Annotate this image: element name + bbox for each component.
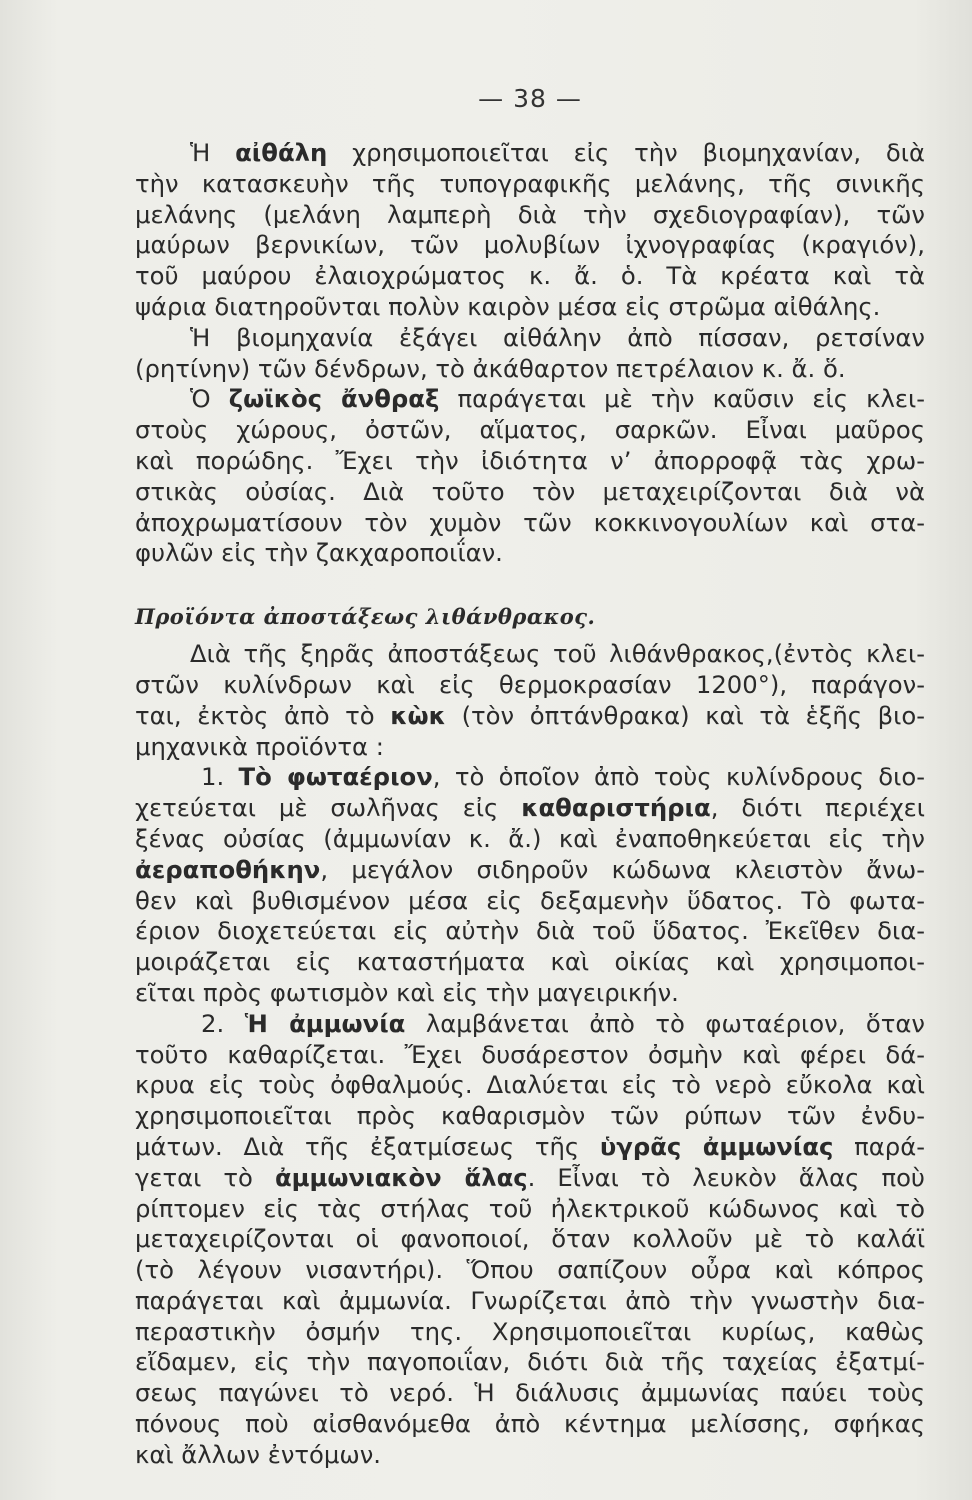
text-line <box>135 1347 925 1378</box>
text-run: εῖται πρὸς φωτισμὸν καὶ εἰς τὴν μαγειρικήν. <box>135 977 679 1007</box>
text-run: μάτων. Διὰ τῆς ἐξατμίσεως τῆς <box>135 1131 600 1161</box>
text-line <box>135 538 925 569</box>
text-run: στοὺς χώρους, ὀστῶν, αἵματος, σαρκῶν. Εἶναι μαῦρος <box>135 415 925 445</box>
text-run: γεται τὸ <box>135 1162 275 1192</box>
text-run: Ἡ βιομηχανία ἐξάγει αἰθάλην ἀπὸ πίσσαν, ρετσίναν <box>190 322 925 352</box>
text-line <box>135 1317 925 1348</box>
bold-term: αἰθάλη <box>235 138 328 167</box>
page-number: — 38 — <box>478 84 582 113</box>
text-run: στῶν κυλίνδρων καὶ εἰς θερμοκρασίαν 1200°), παράγον- <box>135 669 925 699</box>
bold-term: ὑγρᾶς ἀμμωνίας <box>599 1131 834 1161</box>
paragraph-fotaerion <box>135 762 925 1008</box>
text-line <box>135 292 925 323</box>
text-line <box>135 947 925 978</box>
text-run: χετεύεται μὲ σωλῆνας εἰς <box>135 793 522 823</box>
section-heading: Προϊόντα ἀποστάξεως λιθάνθρακος. <box>135 604 596 630</box>
text-run: (ρητίνην) τῶν δένδρων, τὸ ἀκάθαρτον πετρέλαιον κ. ἄ. ὅ. <box>135 353 846 383</box>
text-line <box>135 701 925 732</box>
text-run: μεταχειρίζονται οἱ φανοποιοί, ὅταν κολλοῦν μὲ τὸ καλάϊ <box>135 1224 925 1254</box>
text-line <box>135 824 925 855</box>
text-run: περαστικὴν ὀσμήν της. Χρησιμοποιεῖται κυρίως, καθὼς <box>135 1316 925 1346</box>
bold-term: ἀμμωνιακὸν ἅλας <box>274 1162 528 1192</box>
text-run: , τὸ ὁποῖον ἀπὸ τοὺς κυλίνδρους διο- <box>432 762 926 792</box>
text-run: έριον διοχετεύεται εἰς αὐτὴν διὰ τοῦ ὕδατος. Ἐκεῖθεν δια- <box>135 916 925 946</box>
text-line <box>135 323 925 354</box>
text-line <box>135 916 925 947</box>
text-line <box>135 1255 925 1286</box>
text-line <box>135 169 925 200</box>
text-line <box>135 138 925 169</box>
text-line <box>135 762 925 793</box>
text-run: τὴν κατασκευὴν τῆς τυπογραφικῆς μελάνης, τῆς σινικῆς <box>135 168 925 198</box>
text-run: χρησιμοποιεῖται πρὸς καθαρισμὸν τῶν ρύπων τῶν ἐνδυ- <box>135 1101 925 1131</box>
text-line <box>135 1440 925 1471</box>
paragraph-biomichania <box>135 323 925 385</box>
text-line <box>135 1101 925 1132</box>
text-line <box>135 415 925 446</box>
text-run: ἀποχρωματίσουν τὸν χυμὸν τῶν κοκκινογουλίων καὶ στα- <box>135 507 925 537</box>
text-run: κρυα εἰς τοὺς ὀφθαλμούς. Διαλύεται εἰς τὸ νερὸ εὔκολα καὶ <box>135 1070 925 1100</box>
text-line <box>135 1378 925 1409</box>
text-line <box>135 261 925 292</box>
text-run: Ἡ <box>190 138 236 167</box>
text-run: ται, ἐκτὸς ἀπὸ τὸ <box>135 700 391 730</box>
text-run: λαμβάνεται ἀπὸ τὸ φωταέριον, ὅταν <box>405 1008 925 1038</box>
text-line <box>135 1163 925 1194</box>
text-run: ψάρια διατηροῦνται πολὺν καιρὸν μέσα εἰς στρῶμα αἰθάλης. <box>135 291 881 321</box>
text-run: (τὸν ὀπτάνθρακα) καὶ τὰ ἑξῆς βιο- <box>445 700 925 730</box>
text-line <box>135 1224 925 1255</box>
bold-term: ἀεραποθήκην <box>135 854 321 884</box>
text-line <box>135 200 925 231</box>
text-line <box>135 1286 925 1317</box>
paragraph-zoikos-anthrax <box>135 384 925 569</box>
text-line <box>135 732 925 763</box>
bold-term: Ἡ ἀμμωνία <box>244 1008 406 1038</box>
text-run: καὶ πορώδης. Ἔχει τὴν ἰδιότητα ν’ ἀπορροφᾷ τὰς χρω- <box>135 445 925 475</box>
text-line <box>135 1409 925 1440</box>
text-line <box>135 384 925 415</box>
text-line <box>135 1070 925 1101</box>
body-text <box>135 138 925 1471</box>
bold-term: καθαριστήρια <box>521 793 711 823</box>
text-run: Ὁ <box>190 384 229 414</box>
text-run: 2. <box>201 1008 245 1038</box>
text-run: στικὰς οὐσίας. Διὰ τοῦτο τὸν μεταχειρίζονται διὰ νὰ <box>135 476 925 506</box>
text-line <box>135 508 925 539</box>
bold-term: Τὸ φωταέριον <box>238 762 433 792</box>
text-run: ξένας οὐσίας (ἀμμωνίαν κ. ἄ.) καὶ ἐναποθηκεύεται εἰς τὴν <box>135 823 925 853</box>
text-run: εἴδαμεν, εἰς τὴν παγοποιΐαν, διότι διὰ τῆς ταχείας ἐξατμί- <box>135 1347 925 1377</box>
text-run: 1. <box>201 762 239 792</box>
text-run: παράγεται μὲ τὴν καῦσιν εἰς κλει- <box>439 384 925 414</box>
text-run: μελάνης (μελάνη λαμπερὴ διὰ τὴν σχεδιογραφίαν), τῶν <box>135 199 925 229</box>
text-line <box>135 855 925 886</box>
text-line <box>135 446 925 477</box>
text-line <box>135 670 925 701</box>
text-run: μηχανικὰ προϊόντα : <box>135 731 384 761</box>
text-run: χρησιμοποιεῖται εἰς τὴν βιομηχανίαν, διὰ <box>327 138 925 167</box>
text-run: παρά- <box>833 1131 925 1161</box>
text-line <box>135 639 925 670</box>
text-run: φυλῶν εἰς τὴν ζακχαροποιΐαν. <box>135 538 503 568</box>
text-run: καὶ ἄλλων ἐντόμων. <box>135 1439 381 1469</box>
text-run: , διότι περιέχει <box>710 793 925 823</box>
text-run: τοῦτο καθαρίζεται. Ἔχει δυσάρεστον ὀσμὴν καὶ φέρει δά- <box>135 1039 925 1069</box>
paragraph-aithali <box>135 138 925 323</box>
text-run: μαύρων βερνικίων, τῶν μολυβίων ἰχνογραφίας (κραγιόν), <box>135 230 925 260</box>
text-run: (τὸ λέγουν νισαντήρι). Ὅπου σαπίζουν οὖρα καὶ κόπρος <box>135 1255 925 1285</box>
text-line <box>135 793 925 824</box>
text-run: . Εἶναι τὸ λευκὸν ἅλας ποὺ <box>527 1162 925 1192</box>
text-run: τοῦ μαύρου ἐλαιοχρώματος κ. ἄ. ὁ. Τὰ κρέατα καὶ τὰ <box>135 261 925 291</box>
text-run: , μεγάλον σιδηροῦν κώδωνα κλειστὸν ἄνω- <box>320 854 925 884</box>
text-run: Διὰ τῆς ξηρᾶς ἀποστάξεως τοῦ λιθάνθρακος,(ἐντὸς κλει- <box>190 639 925 669</box>
text-run: ρίπτομεν εἰς τὰς στήλας τοῦ ἠλεκτρικοῦ κώδωνος καὶ τὸ <box>135 1193 925 1223</box>
text-run: πόνους ποὺ αἰσθανόμεθα ἀπὸ κέντημα μελίσσης, σφήκας <box>135 1409 925 1439</box>
paragraph-ammonia <box>135 1009 925 1471</box>
text-line <box>135 1040 925 1071</box>
text-line <box>135 230 925 261</box>
paragraph-apostaxi <box>135 639 925 762</box>
text-line <box>135 1132 925 1163</box>
text-line <box>135 1194 925 1225</box>
bold-term: ζωϊκὸς ἄνθραξ <box>228 384 440 414</box>
bold-term: κὼκ <box>390 700 446 730</box>
text-run: σεως παγώνει τὸ νερό. Ἡ διάλυσις ἀμμωνίας παύει τοὺς <box>135 1378 925 1408</box>
text-line <box>135 978 925 1009</box>
text-run: παράγεται καὶ ἀμμωνία. Γνωρίζεται ἀπὸ τὴν γνωστὴν δια- <box>135 1285 925 1315</box>
text-line <box>135 477 925 508</box>
text-run: θεν καὶ βυθισμένον μέσα εἰς δεξαμενὴν ὕδατος. Τὸ φωτα- <box>135 885 925 915</box>
text-line <box>135 354 925 385</box>
text-line <box>135 886 925 917</box>
text-run: μοιράζεται εἰς καταστήματα καὶ οἰκίας καὶ χρησιμοποι- <box>135 947 925 977</box>
text-line <box>135 1009 925 1040</box>
